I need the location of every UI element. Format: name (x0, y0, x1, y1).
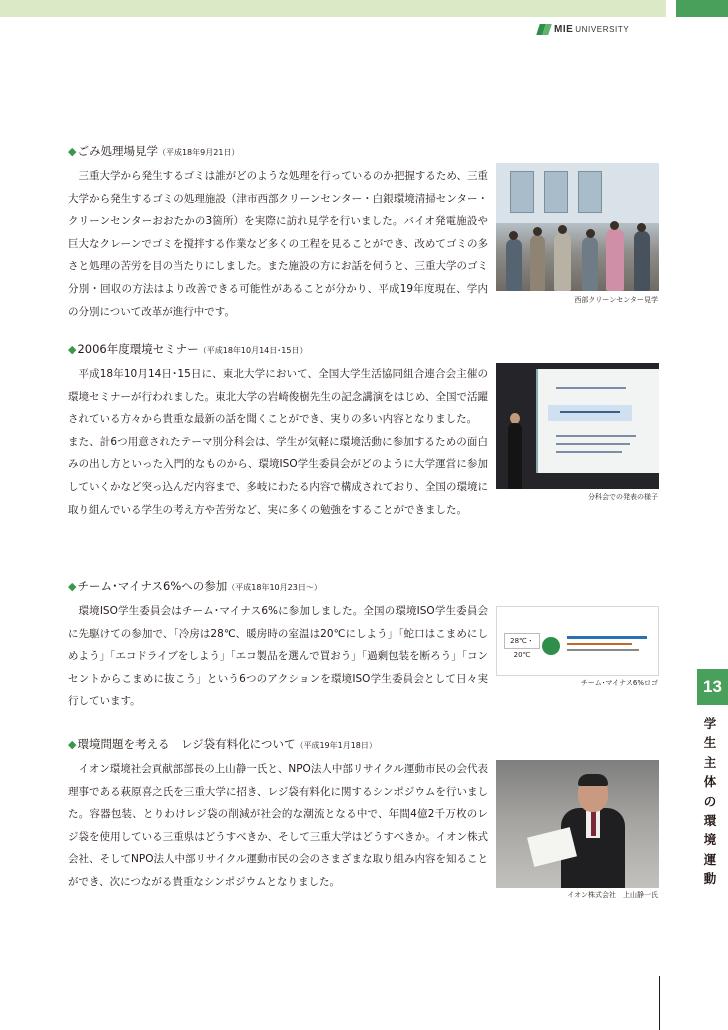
logo-badge: 28℃・20℃ (504, 633, 540, 649)
section-heading (68, 578, 488, 596)
section-title: チーム･マイナス6%への参加 (77, 579, 228, 593)
diamond-bullet-icon: ◆ (68, 145, 77, 158)
section-heading (68, 736, 488, 754)
section-environment-seminar (68, 341, 488, 521)
mie-logo-icon (537, 24, 551, 35)
globe-icon (542, 637, 560, 655)
logo-sub: UNIVERSITY (575, 24, 630, 34)
section-date: （平成18年10月14日･15日） (198, 346, 308, 355)
chapter-title: 学生主体の環境運動 (703, 716, 717, 887)
section-date: （平成19年1月18日） (295, 741, 377, 750)
section-title: ごみ処理場見学 (77, 144, 158, 158)
header-band (0, 0, 666, 17)
university-logo (537, 23, 629, 35)
section-title: 2006年度環境セミナー (77, 342, 199, 356)
section-heading (68, 143, 488, 161)
photo-speaker (496, 760, 659, 888)
section-paragraph: 三重大学から発生するゴミは誰がどのような処理を行っているのか把握するため、三重大学から発生するゴミの処理施設（津市西部クリーンセンター・白銀環境清掃センター・クリーンセンターおおたかの3箇所）を実際に訪れ見学を行いました。バイオ発電施設や巨大なクレーンでゴミを撹拌する作業など多くの工程を見ることができ、改めてゴミの多さと処理の苦労を目の当たりにしました。また施設の方にお話を伺うと、三重大学のゴミ分別・回収の方法はより改善できる可能性があることが分かり、平成19年度現在、学内の分別について改革が進行中です。 (68, 170, 488, 318)
section-paragraph: また、計6つ用意されたテーマ別分科会は、学生が気軽に環境活動に参加するための面白みの出し方といった入門的なものから、環境ISO学生委員会がどのように大学運営に参加していくかなど突っ込んだ内容まで、多岐にわたる内容で構成されており、全国の環境に取り組んでいる学生の考え方や苦労など、実に多くの勉強をすることができました。 (68, 435, 488, 516)
photo-caption: チーム･マイナス6%ロゴ (580, 679, 658, 687)
team-minus-6-logo-image (496, 606, 659, 676)
header-tab (676, 0, 728, 17)
photo-caption: 西部クリーンセンター見学 (574, 296, 658, 304)
photo-caption: イオン株式会社 上山静一氏 (567, 891, 658, 899)
section-paragraph: 平成18年10月14日･15日に、東北大学において、全国大学生活協同組合連合会主催の環境セミナーが行われました。東北大学の岩崎俊樹先生の記念講演をはじめ、全国で活躍されている方々から貴重な最新の話を聞くことができ、実りの多い内容となりました。 (68, 368, 488, 426)
photo-caption: 分科会での発表の様子 (588, 493, 658, 501)
section-team-minus-6 (68, 578, 488, 713)
logo-brand: MIE (554, 23, 574, 35)
section-date: （平成18年9月21日） (157, 148, 240, 157)
section-heading (68, 341, 488, 359)
chapter-number: 13 (697, 669, 728, 705)
diamond-bullet-icon: ◆ (68, 738, 77, 751)
photo-facility-visit (496, 163, 659, 291)
section-title: 環境問題を考える レジ袋有料化について (77, 737, 296, 751)
section-date: （平成18年10月23日～） (227, 583, 322, 592)
page-divider (659, 976, 660, 1030)
section-garbage-facility-visit (68, 143, 488, 323)
diamond-bullet-icon: ◆ (68, 580, 77, 593)
section-plastic-bag-symposium (68, 736, 488, 894)
photo-seminar-presentation (496, 363, 659, 489)
section-paragraph: 環境ISO学生委員会はチーム･マイナス6%に参加しました。全国の環境ISO学生委員会に先駆けての参加で、「冷房は28℃、暖房時の室温は20℃にしよう」「蛇口はこまめにしめよう」「エコドライブをしよう」「エコ製品を選んで買おう」「過剰包装を断ろう」「コンセントからこまめに抜こう」という6つのアクションを環境ISO学生委員会として日々実行しています。 (68, 605, 488, 708)
section-paragraph: イオン環境社会貢献部部長の上山静一氏と、NPO法人中部リサイクル運動市民の会代表理事である萩原喜之氏を三重大学に招き、レジ袋有料化に関するシンポジウムを行いました。容器包装、とりわけレジ袋の削減が社会的な潮流となる中で、年間4億2千万枚のレジ袋を使用している三重県はどうすべきか、そして三重大学はどうすべきか。イオン株式会社、そしてNPO法人中部リサイクル運動市民の会のさまざまな取り組み内容を知ることができ、次につながる貴重なシンポジウムとなりました。 (68, 763, 488, 888)
diamond-bullet-icon: ◆ (68, 343, 77, 356)
